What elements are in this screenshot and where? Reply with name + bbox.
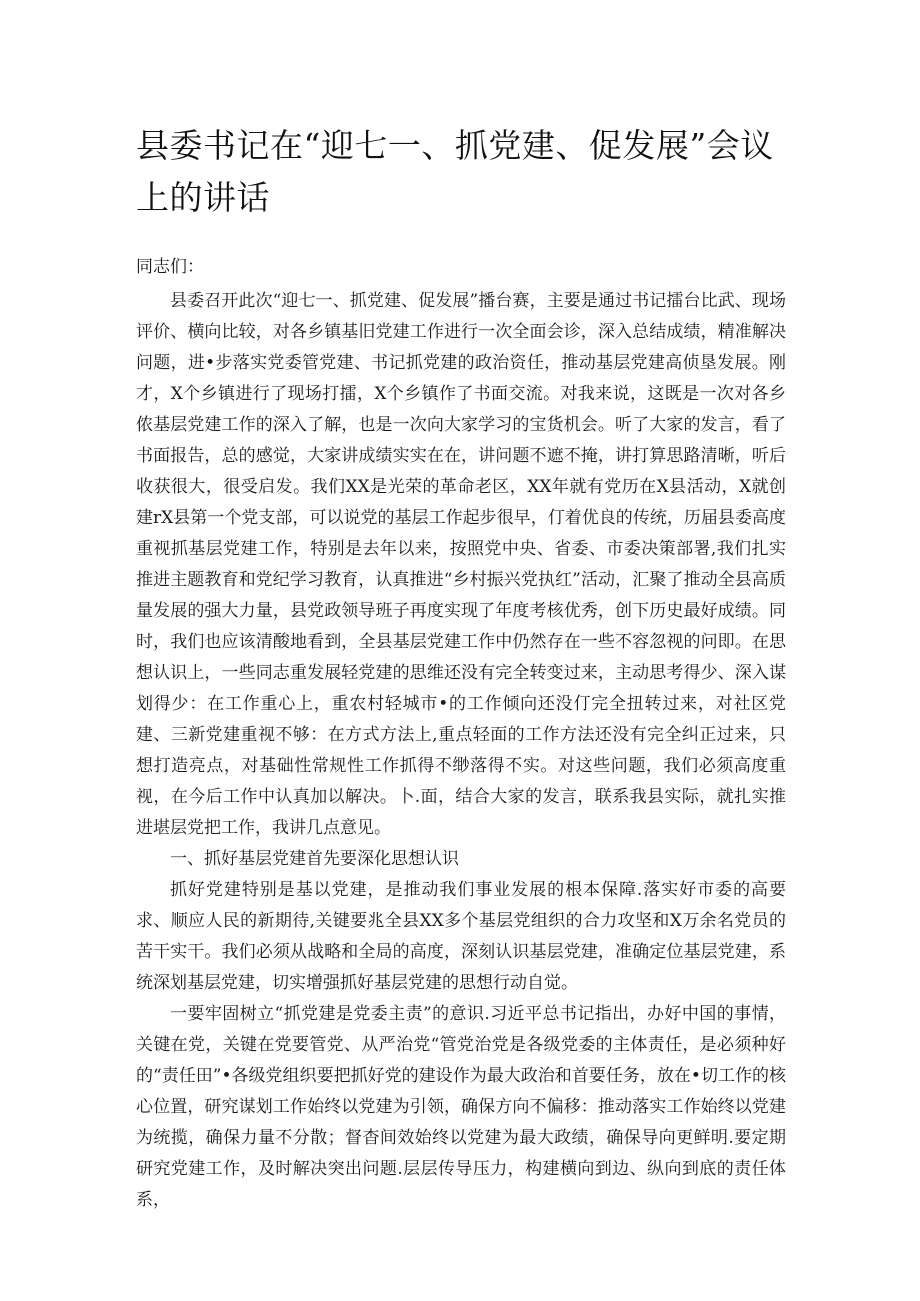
body-paragraph: 抓好党建特别是基以党建，是推动我们事业发展的根本保障.落实好市委的高要求、顺应人民的新期待,关键要兆全县XX多个基层党组织的合力攻坚和X万余名党员的苦干实干。我们必须从战略和全局的高度，深刻认识基层党建，准确定位基层党建，系统深划基层党建，切实增强抓好基层党建的思想行动自觉。 [136,880,786,993]
document-title: 县委书记在“迎七一、抓党建、促发展”会议上的讲话 [136,126,774,217]
document-page [136,120,786,1216]
greeting: 同志们： [136,257,204,277]
body-paragraph: 一要牢固树立“抓党建是党委主责”的意识.习近平总书记指出，办好中国的事情，关键在党，关键在党要管党、从严治党“管党治党是各级党委的主体责任，是必须种好的“责任田”•各级党组织要把抓好党的建设作为最大政治和首要任务，放在•切工作的核心位置，研究谋划工作始终以党建为引领，确保方向不偏移：推动落实工作始终以党建为统揽，确保力量不分散；督杳间效始终以党建为最大政绩，确保导向更鲜明.要定期研究党建工作，及时解决突出问题.层层传导压力，构建横向到边、纵向到底的责任体系， [136,1004,786,1210]
section-heading: 一、抓好基层党建首先要深化思想认识 [170,849,459,869]
body-paragraph: 县委召开此次“迎七一、抓党建、促发展”播台赛，主要是通过书记擂台比武、现场评价、横向比较，对各乡镇基旧党建工作进行一次全面会诊，深入总结成绩，精准解决问题，进•步落实党委管党建、书记抓党建的政治资任，推动基层党建高侦垦发展。刚才，X个乡镇进行了现场打擂，X个乡镇作了书面交流。对我来说，这既是一次对各乡侬基层党建工作的深入了解，也是一次向大家学习的宝货机会。听了大家的发言，看了书面报告，总的感觉，大家讲成绩实实在在，讲问题不遮不掩，讲打算思路清晰，听后收获很大，很受启发。我们XX是光荣的革命老区，XX年就有党历在X县活动，X就创建rX县第一个党支部，可以说党的基层工作起步很早，仃着优良的传统，历届县委高度重视抓基层党建工作，特别是去年以来，按照党中央、省委、市委决策部署,我们扎实推进主题教育和党纪学习教育，认真推进“乡村振兴党执红”活动，汇聚了推动全县高质量发展的强大力量，县党政领导班子再度实现了年度考核优秀，创下历史最好成绩。同时，我们也应该清酸地看到，全县基层党建工作中仍然存在一些不容忽视的问即。在思想认识上，一些同志重发展轻党建的思维还没有完全转变过来，主动思考得少、深入谋划得少：在工作重心上，重农村轻城市•的工作倾向还没仃完全扭转过来，对社区党建、三新党建重视不够：在方式方法上,重点轻面的工作方法还没有完全纠正过来，只想打造亮点，对基础性常规性工作抓得不缈落得不实。对这些问题，我们必须高度重视，在今后工作中认真加以解决。卜.面，结合大家的发言，联系我县实际，就扎实推进堪层党把工作，我讲几点意见。 [136,291,786,838]
